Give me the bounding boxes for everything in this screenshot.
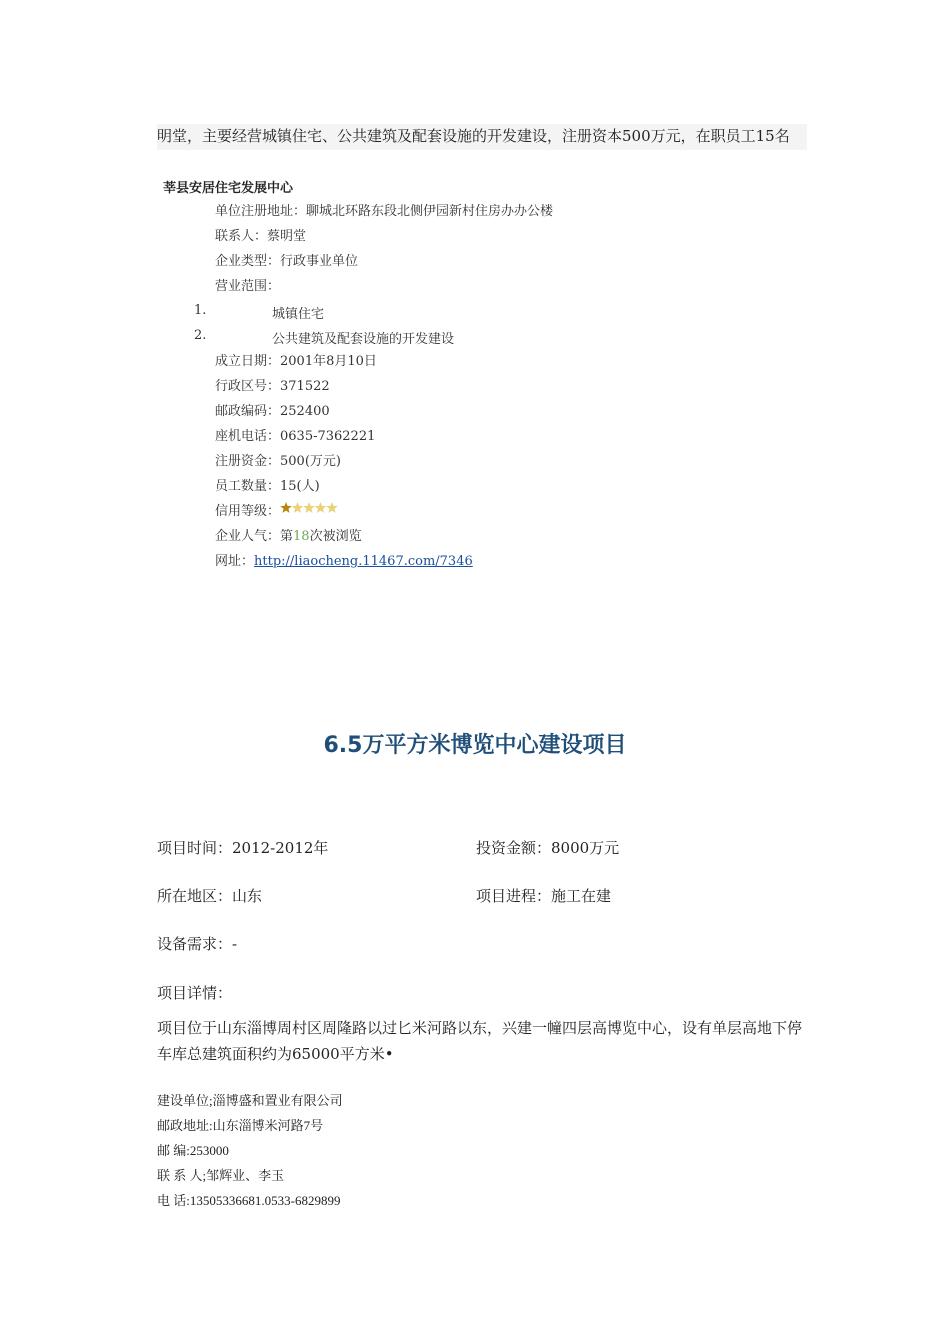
- project-title: 6.5万平方米博览中心建设项目: [323, 733, 627, 758]
- company-contact: 联系人：蔡明堂: [215, 229, 307, 244]
- popularity-count: 18: [293, 529, 310, 544]
- company-capital: 注册资金：500(万元): [215, 454, 341, 469]
- star-icon: [326, 502, 337, 513]
- credit-rating-row: [215, 499, 553, 524]
- popularity-prefix: 企业人气：第: [215, 529, 294, 544]
- scope-item-number: 1.: [194, 303, 207, 318]
- project-detail-text: 项目位于山东淄博周村区周隆路以过匕米河路以东，兴建一幢四层高博览中心，设有单层高地下停车库总建筑面积约为65000平方米•: [157, 1019, 803, 1063]
- contact-line: 电 话:13505336681.0533-6829899: [157, 1193, 341, 1208]
- star-icon: [303, 502, 314, 513]
- project-contacts: [157, 1088, 343, 1213]
- company-postcode: 邮政编码：252400: [215, 404, 330, 419]
- project-time: 项目时间：2012-2012年: [157, 839, 329, 857]
- website-row: [215, 549, 553, 574]
- scope-spacer-1: [215, 299, 553, 324]
- company-address: 单位注册地址：聊城北环路东段北侧伊园新村住房办办公楼: [215, 204, 554, 219]
- scope-item-text: 城镇住宅: [272, 307, 325, 322]
- intro-paragraph: 明堂，主要经营城镇住宅、公共建筑及配套设施的开发建设，注册资本500万元，在职员工15名: [157, 124, 807, 150]
- contact-line: 建设单位;淄博盛和置业有限公司: [157, 1093, 343, 1108]
- scope-item-number: 2.: [194, 328, 207, 343]
- popularity-row: [215, 524, 553, 549]
- scope-item-text: 公共建筑及配套设施的开发建设: [272, 332, 455, 347]
- company-name: 莘县安居住宅发展中心: [163, 181, 294, 196]
- project-detail-label: 项目详情：: [157, 984, 233, 1002]
- star-icon: [280, 502, 291, 513]
- website-link[interactable]: http://liaocheng.11467.com/7346: [254, 554, 473, 569]
- contact-line: 联 系 人;邹辉业、李玉: [157, 1168, 285, 1183]
- project-equipment: 设备需求：-: [157, 935, 238, 953]
- company-type: 企业类型：行政事业单位: [215, 254, 359, 269]
- star-icon: [292, 502, 303, 513]
- project-region: 所在地区：山东: [157, 887, 263, 905]
- business-scope-label: 营业范围：: [215, 279, 281, 294]
- company-info-list: [215, 199, 553, 574]
- project-progress: 项目进程：施工在建: [476, 887, 612, 905]
- company-founded: 成立日期：2001年8月10日: [215, 354, 377, 369]
- website-label: 网址：: [215, 554, 255, 569]
- contact-line: 邮政地址:山东淄博米河路7号: [157, 1118, 324, 1133]
- popularity-suffix: 次被浏览: [309, 529, 362, 544]
- project-investment: 投资金额：8000万元: [476, 839, 620, 857]
- star-rating-icon: [280, 499, 340, 524]
- company-region-code: 行政区号：371522: [215, 379, 330, 394]
- company-phone: 座机电话：0635-7362221: [215, 429, 376, 444]
- star-icon: [315, 502, 326, 513]
- contact-line: 邮 编:253000: [157, 1143, 229, 1158]
- credit-label: 信用等级：: [215, 504, 281, 519]
- company-employees: 员工数量：15(人): [215, 479, 320, 494]
